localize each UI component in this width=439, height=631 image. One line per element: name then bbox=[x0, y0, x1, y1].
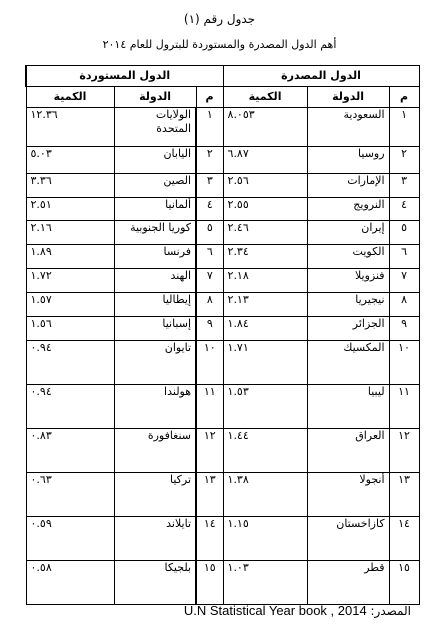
importer-country: ألمانيا bbox=[114, 198, 196, 221]
exporter-rank: ١٤ bbox=[389, 517, 419, 561]
importer-country: فرنسا bbox=[114, 245, 196, 269]
exporter-rank: ١٥ bbox=[389, 561, 419, 605]
exporter-quantity: ٢.١٣ bbox=[223, 293, 307, 317]
exporter-quantity: ٨.٠٥٣ bbox=[223, 108, 307, 147]
exporter-country: الجزائر bbox=[307, 317, 389, 341]
importer-country: إيطاليا bbox=[114, 293, 196, 317]
importer-country: الولايات المتحدة bbox=[114, 108, 196, 147]
exporter-rank: ١١ bbox=[389, 385, 419, 429]
importer-country: الهند bbox=[114, 269, 196, 293]
importer-country: تركيا bbox=[114, 473, 196, 517]
exporter-country: نيجيريا bbox=[307, 293, 389, 317]
importer-country: بلجيكا bbox=[114, 561, 196, 605]
source-text: U.N Statistical Year book , 2014 bbox=[183, 603, 367, 618]
table-row bbox=[26, 293, 419, 317]
importer-quantity: ١.٥٦ bbox=[26, 317, 114, 341]
importer-rank: ٣ bbox=[196, 174, 223, 198]
exporter-country: السعودية bbox=[307, 108, 389, 147]
table-row bbox=[26, 269, 419, 293]
col-qty-exporters: الكمية bbox=[223, 87, 307, 108]
exporter-rank: ١٠ bbox=[389, 341, 419, 385]
col-qty-importers: الكمية bbox=[26, 87, 114, 108]
table-row bbox=[26, 341, 419, 385]
table-row bbox=[26, 429, 419, 473]
col-num-exporters: م bbox=[389, 87, 419, 108]
importer-quantity: ١.٥٧ bbox=[26, 293, 114, 317]
exporters-header: الدول المصدرة bbox=[223, 66, 419, 87]
source-note bbox=[184, 603, 411, 618]
table-row bbox=[26, 108, 419, 147]
importer-quantity: ٠.٨٣ bbox=[26, 429, 114, 473]
exporter-rank: ١٢ bbox=[389, 429, 419, 473]
exporter-quantity: ٢.٥٥ bbox=[223, 198, 307, 221]
table-row bbox=[26, 245, 419, 269]
exporter-rank: ٩ bbox=[389, 317, 419, 341]
importer-quantity: ٢.٥١ bbox=[26, 198, 114, 221]
importer-rank: ١١ bbox=[196, 385, 223, 429]
importer-quantity: ٠.٥٨ bbox=[26, 561, 114, 605]
table-title: جدول رقم (١) bbox=[183, 12, 256, 26]
col-country-exporters: الدولة bbox=[307, 87, 389, 108]
exporter-country: الكويت bbox=[307, 245, 389, 269]
table-row bbox=[26, 517, 419, 561]
importer-country: تايلاند bbox=[114, 517, 196, 561]
col-country-importers: الدولة bbox=[114, 87, 196, 108]
exporter-rank: ٧ bbox=[389, 269, 419, 293]
table-row bbox=[26, 147, 419, 174]
importer-rank: ١٢ bbox=[196, 429, 223, 473]
exporter-rank: ٤ bbox=[389, 198, 419, 221]
importer-quantity: ٠.٥٩ bbox=[26, 517, 114, 561]
source-label: المصدر: bbox=[370, 604, 411, 618]
table-row bbox=[26, 198, 419, 221]
exporter-quantity: ٢.١٨ bbox=[223, 269, 307, 293]
exporter-quantity: ١.٣٨ bbox=[223, 473, 307, 517]
importer-rank: ٦ bbox=[196, 245, 223, 269]
importer-country: إسبانيا bbox=[114, 317, 196, 341]
importer-country: هولندا bbox=[114, 385, 196, 429]
importer-country: تايوان bbox=[114, 341, 196, 385]
exporter-quantity: ١.٨٤ bbox=[223, 317, 307, 341]
exporter-country: كازاخستان bbox=[307, 517, 389, 561]
exporter-quantity: ٢.٥٦ bbox=[223, 174, 307, 198]
exporter-rank: ٢ bbox=[389, 147, 419, 174]
importer-rank: ٩ bbox=[196, 317, 223, 341]
importer-rank: ٨ bbox=[196, 293, 223, 317]
exporter-rank: ٨ bbox=[389, 293, 419, 317]
importer-country: الصين bbox=[114, 174, 196, 198]
importer-rank: ٢ bbox=[196, 147, 223, 174]
exporter-quantity: ١.٤٤ bbox=[223, 429, 307, 473]
table-row bbox=[26, 561, 419, 605]
importer-rank: ٥ bbox=[196, 221, 223, 245]
importer-rank: ٤ bbox=[196, 198, 223, 221]
exporter-rank: ٦ bbox=[389, 245, 419, 269]
exporter-quantity: ١.١٥ bbox=[223, 517, 307, 561]
importer-rank: ١٥ bbox=[196, 561, 223, 605]
table-row bbox=[26, 473, 419, 517]
exporter-country: روسيا bbox=[307, 147, 389, 174]
importer-quantity: ٣.٣٦ bbox=[26, 174, 114, 198]
exporter-country: أنجولا bbox=[307, 473, 389, 517]
importer-rank: ٧ bbox=[196, 269, 223, 293]
table-row bbox=[26, 174, 419, 198]
exporter-quantity: ١.٥٣ bbox=[223, 385, 307, 429]
importers-header: الدول المستوردة bbox=[26, 66, 223, 87]
importer-rank: ١٤ bbox=[196, 517, 223, 561]
table-row bbox=[26, 317, 419, 341]
importer-quantity: ١٢.٣٦ bbox=[26, 108, 114, 147]
exporter-rank: ٥ bbox=[389, 221, 419, 245]
exporter-country: النرويج bbox=[307, 198, 389, 221]
exporter-country: المكسيك bbox=[307, 341, 389, 385]
exporter-country: العراق bbox=[307, 429, 389, 473]
importer-rank: ١٠ bbox=[196, 341, 223, 385]
table-row bbox=[26, 221, 419, 245]
importer-quantity: ٥.٠٣ bbox=[26, 147, 114, 174]
importer-quantity: ٠.٩٤ bbox=[26, 385, 114, 429]
importer-rank: ١ bbox=[196, 108, 223, 147]
exporter-quantity: ٦.٨٧ bbox=[223, 147, 307, 174]
exporter-rank: ٣ bbox=[389, 174, 419, 198]
importer-quantity: ٠.٩٤ bbox=[26, 341, 114, 385]
exporter-quantity: ١.٧١ bbox=[223, 341, 307, 385]
importer-quantity: ٢.١٦ bbox=[26, 221, 114, 245]
table-subtitle: أهم الدول المصدرة والمستوردة للبترول للعام ٢٠١٤ bbox=[102, 38, 337, 51]
exporter-rank: ١٣ bbox=[389, 473, 419, 517]
exporter-quantity: ٢.٣٤ bbox=[223, 245, 307, 269]
exporter-country: ليبيا bbox=[307, 385, 389, 429]
oil-table bbox=[25, 65, 420, 605]
exporter-quantity: ١.٠٣ bbox=[223, 561, 307, 605]
exporter-country: الإمارات bbox=[307, 174, 389, 198]
exporter-country: فنزويلا bbox=[307, 269, 389, 293]
exporter-country: إيران bbox=[307, 221, 389, 245]
exporter-rank: ١ bbox=[389, 108, 419, 147]
exporter-quantity: ٢.٤٦ bbox=[223, 221, 307, 245]
table-row bbox=[26, 385, 419, 429]
exporter-country: قطر bbox=[307, 561, 389, 605]
importer-country: كوريا الجنوبية bbox=[114, 221, 196, 245]
col-num-importers: م bbox=[196, 87, 223, 108]
importer-quantity: ٠.٦٣ bbox=[26, 473, 114, 517]
importer-rank: ١٣ bbox=[196, 473, 223, 517]
importer-country: اليابان bbox=[114, 147, 196, 174]
importer-quantity: ١.٨٩ bbox=[26, 245, 114, 269]
importer-quantity: ١.٧٢ bbox=[26, 269, 114, 293]
importer-country: سنغافورة bbox=[114, 429, 196, 473]
